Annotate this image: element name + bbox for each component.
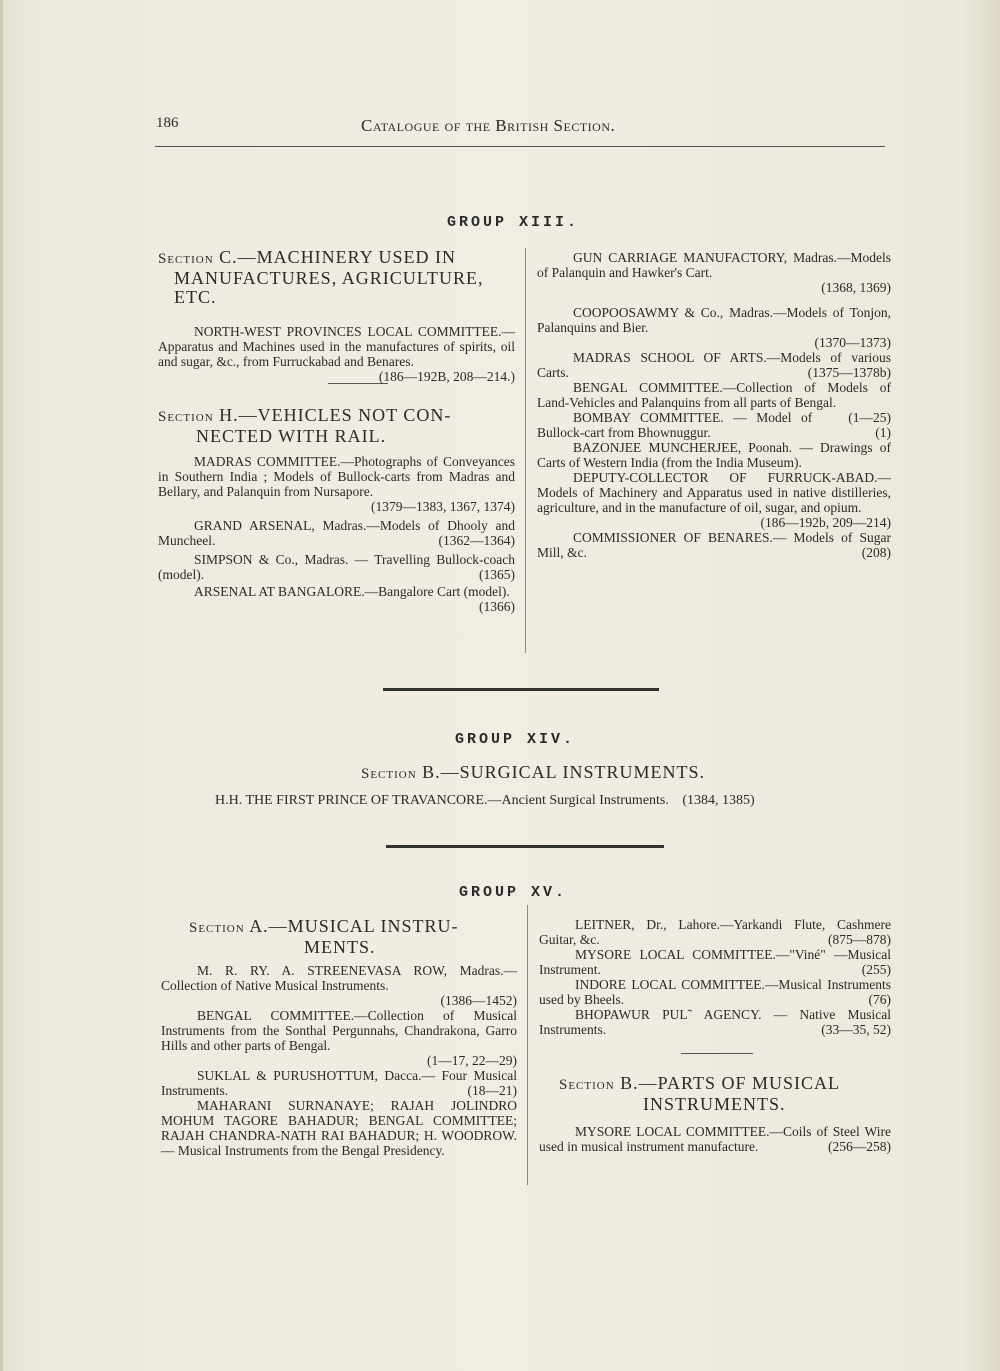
section-h-heading: Section H.—VEHICLES NOT CON- NECTED WITH RAIL.: [158, 405, 452, 446]
entry-madras-school: MADRAS SCHOOL OF ARTS.—Models of various Carts. (1375—1378b): [537, 350, 891, 380]
group-divider-rule-2: [386, 845, 664, 848]
entry-mysore-coils: MYSORE LOCAL COMMITTEE.—Coils of Steel Wire used in musical instrument manufacture. (256—258): [539, 1124, 891, 1154]
group-divider-rule: [383, 688, 659, 691]
group-13-left-column: [158, 248, 515, 614]
entry-bazonjee: BAZONJEE MUNCHERJEE, Poonah. — Drawings of Carts of Western India (from the India Museum).: [537, 440, 891, 470]
ref-streenevasa: (1386—1452): [440, 993, 517, 1008]
column-divider-2: [527, 905, 528, 1185]
entry-bengal-committee-music: BENGAL COMMITTEE.—Collection of Musical Instruments from the Sonthal Pergunnahs, Chandrakona, Garro Hills and other parts of Bengal.: [161, 1008, 517, 1053]
group-15-title: GROUP XV.: [459, 884, 568, 901]
entry-streenevasa: M. R. RY. A. STREENEVASA ROW, Madras.—Collection of Native Musical Instruments.: [161, 963, 517, 993]
section-b-surgical-heading: Section B.—SURGICAL INSTRUMENTS.: [360, 762, 706, 782]
column-divider: [525, 248, 526, 653]
entry-commissioner-benares: COMMISSIONER OF BENARES.— Models of Sugar Mill, &c. (208): [537, 530, 891, 560]
group-13-right-column: [537, 250, 891, 560]
entry-madras-committee: MADRAS COMMITTEE.—Photographs of Conveyances in Southern India ; Models of Bullock-carts from Madras and Bellary, and Palanquin from Nursapore.: [158, 454, 515, 499]
section-a-musical-heading: Section A.—MUSICAL INSTRU- MENTS.: [189, 916, 459, 957]
header-rule: [155, 146, 885, 147]
ref-madras-committee: (1379—1383, 1367, 1374): [371, 499, 515, 514]
ref-deputy-collector: (186—192b, 209—214): [760, 515, 891, 530]
entry-travancore: H.H. THE FIRST PRINCE OF TRAVANCORE.—Ancient Surgical Instruments. (1384, 1385): [215, 793, 755, 808]
section-c-heading: Section C.—MACHINERY USED IN MANUFACTURES, AGRICULTURE, ETC.: [158, 247, 484, 307]
entry-mysore-vine: MYSORE LOCAL COMMITTEE.—"Viné" —Musical Instrument. (255): [539, 947, 891, 977]
group-14-title: GROUP XIV.: [455, 731, 576, 748]
entry-maharani: MAHARANI SURNANAYE; RAJAH JOLINDRO MOHUM TAGORE BAHADUR; BENGAL COMMITTEE; RAJAH CHANDRA-NATH RAI BAHADUR; H. WOODROW.— Musical Instruments from the Bengal Presidency.: [161, 1098, 517, 1158]
entry-grand-arsenal: GRAND ARSENAL, Madras.—Models of Dhooly and Muncheel. (1362—1364): [158, 518, 515, 548]
group-15-left-column: [161, 917, 517, 1158]
entry-suklal: SUKLAL & PURUSHOTTUM, Dacca.— Four Musical Instruments. (18—21): [161, 1068, 517, 1098]
entry-coopoosawmy: COOPOOSAWMY & Co., Madras.—Models of Tonjon, Palanquins and Bier.: [537, 305, 891, 335]
ref-coopoosawmy: (1370—1373): [814, 335, 891, 350]
entry-bhopawur: BHOPAWUR PUL˜ AGENCY. — Native Musical Instruments. (33—35, 52): [539, 1007, 891, 1037]
entry-simpson: SIMPSON & Co., Madras. — Travelling Bullock-coach (model). (1365): [158, 552, 515, 582]
entry-bombay-committee: BOMBAY COMMITTEE. — Model of Bullock-cart from Bhownuggur. (1): [537, 410, 891, 440]
entry-gun-carriage: GUN CARRIAGE MANUFACTORY, Madras.—Models of Palanquin and Hawker's Cart.: [537, 250, 891, 280]
entry-bengal-committee: BENGAL COMMITTEE.—Collection of Models of Land-Vehicles and Palanquins from all parts of Bengal. (1—25): [537, 380, 891, 425]
page-number: 186: [156, 115, 179, 131]
section-b-parts-heading: Section B.—PARTS OF MUSICAL INSTRUMENTS.: [559, 1073, 840, 1114]
ref-bengal-committee-music: (1—17, 22—29): [427, 1053, 517, 1068]
entry-leitner: LEITNER, Dr., Lahore.—Yarkandi Flute, Cashmere Guitar, &c. (875—878): [539, 917, 891, 947]
entry-indore: INDORE LOCAL COMMITTEE.—Musical Instruments used by Bheels. (76): [539, 977, 891, 1007]
group-13-title: GROUP XIII.: [447, 214, 580, 231]
entry-deputy-collector: DEPUTY-COLLECTOR OF FURRUCK-ABAD.—Models of Machinery and Apparatus used in native distilleries, agriculture, and in the manufacture of oil, sugar, and opium.: [537, 470, 891, 515]
ref-gun-carriage: (1368, 1369): [821, 280, 891, 295]
entry-arsenal-bangalore: ARSENAL AT BANGALORE.—Bangalore Cart (model). (1366): [194, 584, 515, 614]
running-title: Catalogue of the British Section.: [361, 116, 616, 135]
group-15-right-column: [539, 917, 891, 1154]
entry-north-west-provinces: NORTH-WEST PROVINCES LOCAL COMMITTEE.—Apparatus and Machines used in the manufactures of spirits, oil and sugar, &c., from Furruckabad and Benares. (186—192B, 208—214.): [158, 324, 515, 384]
